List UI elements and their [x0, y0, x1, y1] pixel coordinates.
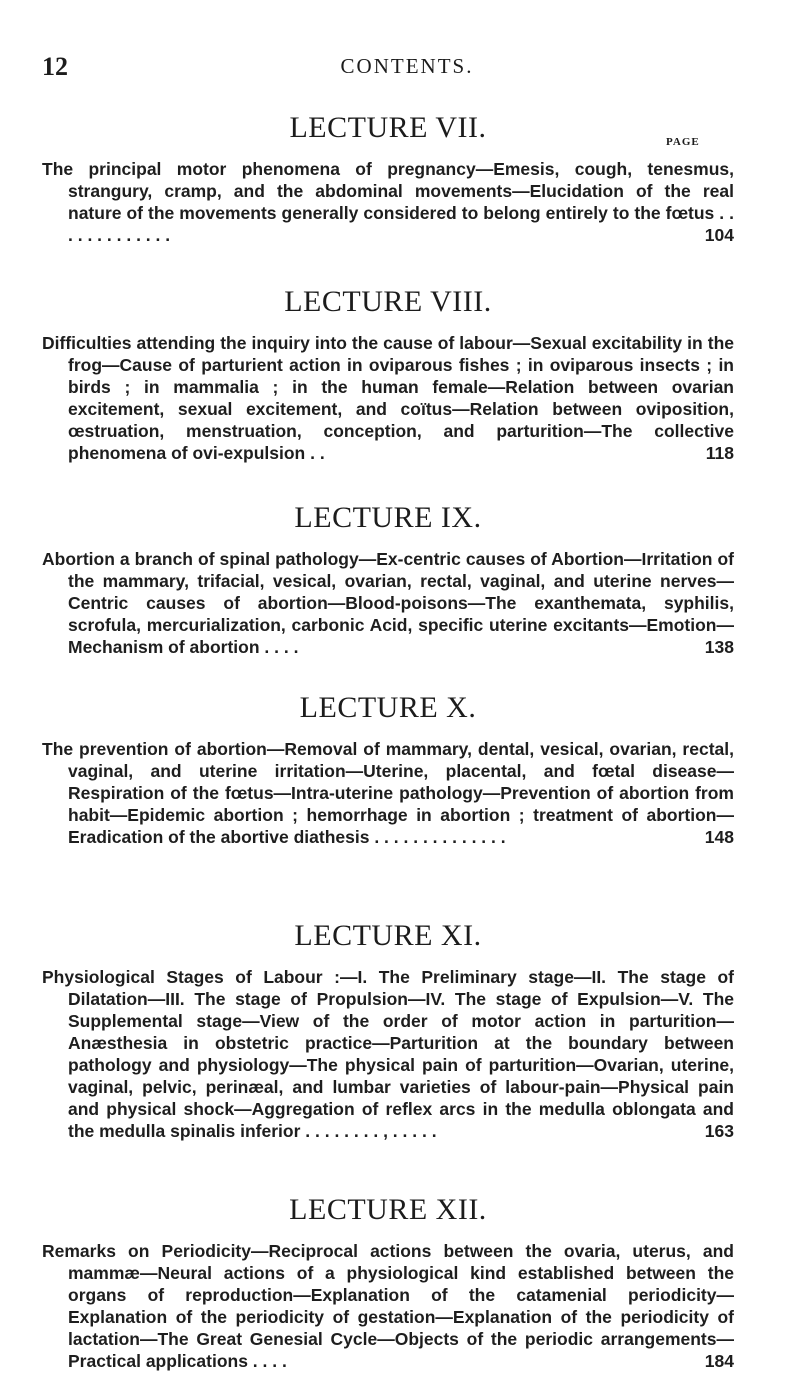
lecture-section-x: [42, 690, 734, 848]
dot-leader: . .: [305, 443, 325, 463]
lecture-title: LECTURE XII.: [289, 1193, 487, 1226]
dot-leader: . . . . . . . . . . . . . .: [369, 827, 506, 847]
lecture-section-xii: [42, 1192, 734, 1372]
lecture-title: LECTURE XI.: [294, 919, 482, 952]
lecture-page-number: 118: [705, 443, 734, 463]
lecture-page-number: 104: [704, 225, 734, 245]
lecture-section-ix: [42, 500, 734, 658]
lecture-section-vii: [42, 110, 734, 246]
lecture-page-number: 148: [704, 827, 734, 847]
lecture-summary-text: The principal motor phenomena of pregnancy—Emesis, cough, tenesmus, strangury, cramp, and the abdominal movements—Elucidation of the real nature of the movements generally considered to belong entirely to the fœtus: [42, 159, 734, 223]
lecture-summary-text: The prevention of abortion—Removal of mammary, dental, vesical, ovarian, rectal, vaginal, and uterine irritation—Uterine, placental, and fœtal disease—Respiration of the fœtus—Intra-uterine pathology—Prevention of abortion from habit—Epidemic abortion ; hemorrhage in abortion ; treatment of abortion—Eradication of the abortive diathesis: [42, 739, 734, 847]
lecture-title: LECTURE VIII.: [284, 285, 492, 318]
page-number: 12: [42, 52, 68, 81]
lecture-title: LECTURE IX.: [294, 501, 482, 534]
dot-leader: . . . . . . . . . . . . .: [68, 203, 735, 245]
lecture-summary: [42, 1240, 734, 1372]
page-column-label: PAGE: [666, 136, 700, 148]
lecture-section-viii: [42, 284, 734, 464]
lecture-page-number: 138: [704, 637, 734, 657]
running-title: CONTENTS.: [340, 54, 474, 78]
lecture-page-number: 163: [704, 1121, 734, 1141]
lecture-summary-text: Abortion a branch of spinal pathology—Ex-centric causes of Abortion—Irritation of the mammary, trifacial, vesical, ovarian, rectal, vaginal, and uterine nerves—Centric causes of abortion—Blood-poisons—The exanthemata, syphilis, scrofula, mercurialization, carbonic Acid, specific uterine excitants—Emotion—Mechanism of abortion: [42, 549, 734, 657]
lecture-summary: [42, 738, 734, 848]
lecture-summary: [42, 158, 734, 246]
dot-leader: . . . . . . . . , . . . . .: [300, 1121, 437, 1141]
lecture-summary: [42, 966, 734, 1142]
dot-leader: . . . .: [247, 1351, 287, 1371]
lecture-summary-text: Physiological Stages of Labour :—I. The Preliminary stage—II. The stage of Dilatation—III. The stage of Propulsion—IV. The stage of Expulsion—V. The Supplemental stage—View of the order of motor action in parturition—Anæsthesia in obstetric practice—Parturition at the boundary between pathology and physiology—The physical pain of parturition—Ovarian, uterine, vaginal, pelvic, perinæal, and lumbar varieties of labour-pain—Physical pain and physical shock—Aggregation of reflex arcs in the medulla oblongata and the medulla spinalis inferior: [42, 967, 734, 1141]
lecture-summary: [42, 548, 734, 658]
lecture-title: LECTURE X.: [299, 691, 477, 724]
running-head: [42, 52, 732, 86]
lecture-page-number: 184: [704, 1351, 734, 1371]
lecture-summary: [42, 332, 734, 464]
lecture-summary-text: Remarks on Periodicity—Reciprocal actions between the ovaria, uterus, and mammæ—Neural actions of a physiological kind established between the organs of reproduction—Explanation of the catamenial periodicity—Explanation of the periodicity of gestation—Explanation of the periodicity of lactation—The Great Genesial Cycle—Objects of the periodic arrangements—Practical applications: [42, 1241, 734, 1371]
lecture-section-xi: [42, 918, 734, 1142]
lecture-title: LECTURE VII.: [289, 111, 487, 144]
lecture-summary-text: Difficulties attending the inquiry into the cause of labour—Sexual excitability in the frog—Cause of parturient action in oviparous fishes ; in oviparous insects ; in birds ; in mammalia ; in the human female—Relation between ovarian excitement, sexual excitement, and coïtus—Relation between oviposition, œstruation, menstruation, conception, and parturition—The collective phenomena of ovi-expulsion: [42, 333, 734, 463]
dot-leader: . . . .: [259, 637, 299, 657]
